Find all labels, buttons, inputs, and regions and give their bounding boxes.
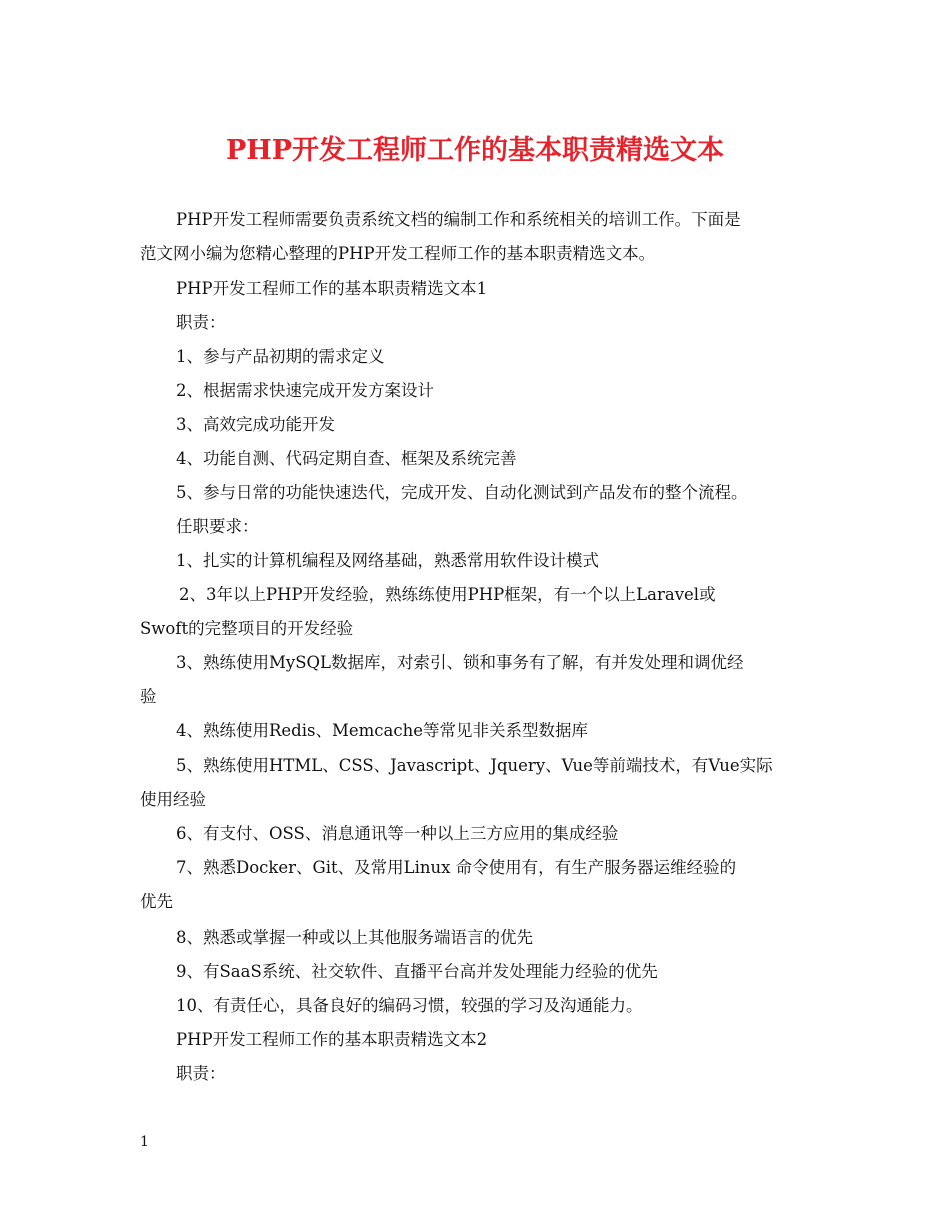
requirement-item-10: 10、有责任心，具备良好的编码习惯，较强的学习及沟通能力。	[176, 996, 643, 1015]
duty-item-1: 1、参与产品初期的需求定义	[176, 347, 385, 366]
requirements-label: 任职要求：	[176, 517, 259, 536]
requirement-item-1: 1、扎实的计算机编程及网络基础，熟悉常用软件设计模式	[176, 551, 599, 570]
requirement-item-5-line-2: 使用经验	[140, 790, 206, 809]
requirement-item-7-line-1: 7、熟悉Docker、Git、及常用Linux 命令使用有，有生产服务器运维经验的	[176, 858, 737, 877]
duty-item-4: 4、功能自测、代码定期自查、框架及系统完善	[176, 449, 517, 468]
duty-item-3: 3、高效完成功能开发	[176, 415, 335, 434]
duty-item-5: 5、参与日常的功能快速迭代，完成开发、自动化测试到产品发布的整个流程。	[176, 483, 748, 502]
intro-paragraph-line-2: 范文网小编为您精心整理的PHP开发工程师工作的基本职责精选文本。	[140, 244, 656, 263]
requirement-item-4: 4、熟练使用Redis、Memcache等常见非关系型数据库	[176, 721, 589, 740]
requirement-item-5-line-1: 5、熟练使用HTML、CSS、Javascript、Jquery、Vue等前端技术，有Vue实际	[176, 756, 773, 775]
duties-label: 职责：	[176, 313, 226, 332]
intro-paragraph-line-1: PHP开发工程师需要负责系统文档的编制工作和系统相关的培训工作。下面是	[176, 210, 741, 229]
page-number: 1	[140, 1134, 149, 1150]
requirement-item-6: 6、有支付、OSS、消息通讯等一种以上三方应用的集成经验	[176, 824, 619, 843]
document-title: PHP开发工程师工作的基本职责精选文本	[225, 135, 725, 166]
requirement-item-9: 9、有SaaS系统、社交软件、直播平台高并发处理能力经验的优先	[176, 962, 658, 981]
requirement-item-8: 8、熟悉或掌握一种或以上其他服务端语言的优先	[176, 928, 533, 947]
section-1-heading: PHP开发工程师工作的基本职责精选文本1	[176, 279, 488, 298]
duty-item-2: 2、根据需求快速完成开发方案设计	[176, 381, 434, 400]
requirement-item-2-line-1: 2、3年以上PHP开发经验，熟练练使用PHP框架，有一个以上Laravel或	[179, 585, 716, 604]
section-2-heading: PHP开发工程师工作的基本职责精选文本2	[176, 1030, 488, 1049]
duties-label-2: 职责：	[176, 1064, 226, 1083]
requirement-item-2-line-2: Swoft的完整项目的开发经验	[140, 619, 354, 638]
requirement-item-7-line-2: 优先	[140, 892, 173, 911]
requirement-item-3-line-1: 3、熟练使用MySQL数据库，对索引、锁和事务有了解，有并发处理和调优经	[176, 653, 744, 672]
requirement-item-3-line-2: 验	[140, 687, 157, 706]
